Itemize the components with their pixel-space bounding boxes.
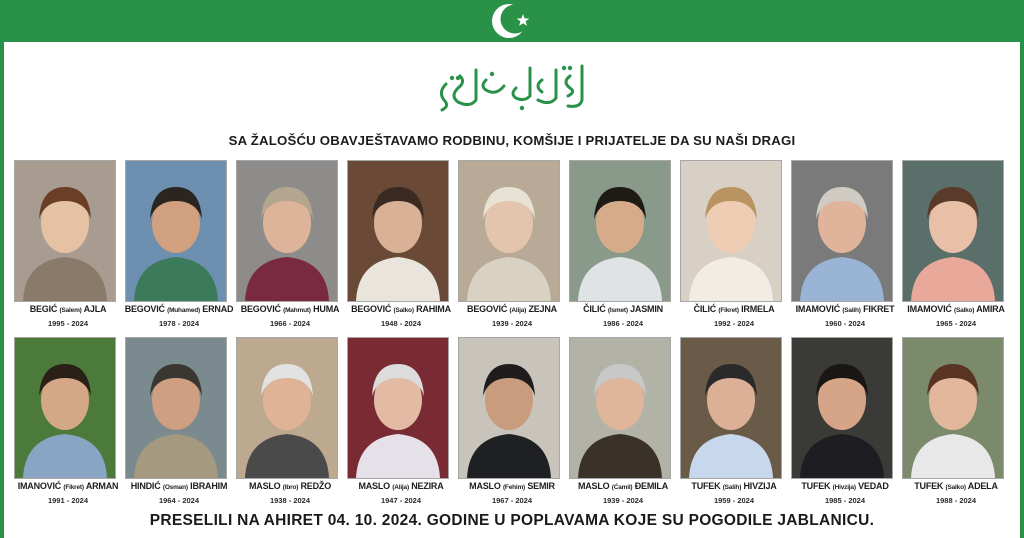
deceased-card	[14, 337, 122, 510]
deceased-card	[458, 337, 566, 510]
first-name: SEMIR	[527, 481, 555, 491]
surname: BEGOVIĆ	[240, 304, 281, 314]
first-name: AJLA	[83, 304, 107, 314]
surname: IMANOVIĆ	[17, 481, 62, 491]
deceased-card	[791, 160, 899, 333]
portrait-photo	[14, 337, 116, 479]
deceased-card	[458, 160, 566, 333]
deceased-card	[569, 337, 677, 510]
life-years: 1992 - 2024	[713, 319, 755, 328]
first-name: FIKRET	[863, 304, 895, 314]
surname: MASLO	[577, 481, 610, 491]
deceased-name	[896, 304, 1016, 314]
first-name: ZEJNA	[528, 304, 557, 314]
portrait-photo	[902, 160, 1004, 302]
crescent-star-icon	[488, 0, 536, 42]
surname: MASLO	[358, 481, 390, 491]
surname: BEGOVIĆ	[467, 304, 508, 314]
footer-text: PRESELILI NA AHIRET 04. 10. 2024. GODINE U POPLAVAMA KOJE SU POGODILE JABLANICU.	[149, 512, 875, 529]
surname: BEGIĆ	[29, 304, 58, 314]
father-name: (Ćamil)	[611, 484, 633, 491]
first-name: AMIRA	[976, 304, 1005, 314]
deceased-name	[563, 481, 683, 491]
deceased-card	[680, 337, 788, 510]
green-left-border	[0, 0, 4, 538]
deceased-name	[452, 481, 572, 491]
father-name: (Salem)	[59, 307, 82, 314]
father-name: (Fikret)	[63, 484, 84, 491]
father-name: (Salko)	[945, 484, 966, 491]
surname: TUFEK	[801, 481, 831, 491]
life-years: 1938 - 2024	[269, 496, 311, 505]
deceased-name	[8, 304, 128, 314]
first-name: REDŽO	[300, 481, 332, 491]
first-name: ERNAD	[202, 304, 234, 314]
portrait-photo	[125, 337, 227, 479]
father-name: (Fehim)	[502, 484, 526, 491]
deceased-card	[680, 160, 788, 333]
life-years: 1991 - 2024	[47, 496, 89, 505]
deceased-card	[14, 160, 122, 333]
first-name: HUMA	[313, 304, 340, 314]
portrait-photo	[347, 160, 449, 302]
deceased-card	[347, 160, 455, 333]
life-years: 1995 - 2024	[47, 319, 89, 328]
surname: IMAMOVIĆ	[795, 304, 840, 314]
father-name: (Muhamed)	[167, 307, 200, 314]
first-name: ĐEMILA	[634, 481, 669, 491]
deceased-name	[785, 304, 905, 314]
deceased-name	[896, 481, 1016, 491]
deceased-name	[341, 304, 461, 314]
portrait-photo	[569, 160, 671, 302]
father-name: (Osman)	[162, 484, 188, 491]
father-name: (Alija)	[509, 307, 527, 314]
surname: TUFEK	[914, 481, 944, 491]
deceased-name	[674, 304, 794, 314]
first-name: RAHIMA	[416, 304, 451, 314]
deceased-name	[119, 304, 239, 314]
first-name: HIVZIJA	[743, 481, 777, 491]
deceased-name	[8, 481, 128, 491]
deceased-card	[236, 160, 344, 333]
deceased-name	[674, 481, 794, 491]
portrait-photo	[347, 337, 449, 479]
portrait-photo	[791, 337, 893, 479]
first-name: IRMELA	[741, 304, 775, 314]
surname: HINDIĆ	[130, 481, 161, 491]
father-name: (Alija)	[392, 484, 409, 491]
surname: ČILIĆ	[583, 304, 606, 314]
life-years: 1978 - 2024	[158, 319, 200, 328]
intro-text: SA ŽALOŠĆU OBAVJEŠTAVAMO RODBINU, KOMŠIJE I PRIJATELJE DA SU NAŠI DRAGI	[228, 133, 796, 148]
portrait-photo	[458, 160, 560, 302]
life-years: 1959 - 2024	[713, 496, 755, 505]
portrait-photo	[791, 160, 893, 302]
deceased-name	[119, 481, 239, 491]
life-years: 1939 - 2024	[602, 496, 644, 505]
father-name: (Ismet)	[607, 307, 628, 314]
father-name: (Fikret)	[718, 307, 739, 314]
life-years: 1948 - 2024	[380, 319, 422, 328]
father-name: (Salko)	[393, 307, 414, 314]
first-name: VEDAD	[858, 481, 889, 491]
portrait-photo	[236, 337, 338, 479]
life-years: 1964 - 2024	[158, 496, 200, 505]
father-name: (Hivzija)	[832, 484, 856, 491]
deceased-card	[347, 337, 455, 510]
portrait-photo	[680, 337, 782, 479]
deceased-name	[341, 481, 461, 491]
first-name: IBRAHIM	[190, 481, 228, 491]
deceased-grid	[14, 160, 1010, 510]
portrait-photo	[902, 337, 1004, 479]
life-years: 1988 - 2024	[935, 496, 977, 505]
first-name: ADELA	[967, 481, 998, 491]
deceased-name	[230, 481, 350, 491]
portrait-photo	[569, 337, 671, 479]
first-name: ARMAN	[85, 481, 119, 491]
surname: BEGOVIĆ	[124, 304, 165, 314]
portrait-photo	[14, 160, 116, 302]
portrait-photo	[680, 160, 782, 302]
deceased-card	[236, 337, 344, 510]
first-name: NEZIRA	[411, 481, 444, 491]
deceased-name	[563, 304, 683, 314]
deceased-card	[902, 337, 1010, 510]
deceased-name	[785, 481, 905, 491]
father-name: (Salih)	[842, 307, 861, 314]
father-name: (Ibro)	[282, 484, 299, 491]
surname: MASLO	[469, 481, 501, 491]
deceased-card	[791, 337, 899, 510]
arabic-calligraphy-icon	[430, 56, 594, 120]
father-name: (Salko)	[953, 307, 975, 314]
deceased-name	[230, 304, 350, 314]
life-years: 1985 - 2024	[824, 496, 866, 505]
first-name: JASMIN	[630, 304, 663, 314]
surname: BEGOVIĆ	[351, 304, 392, 314]
green-right-border	[1020, 0, 1024, 538]
surname: TUFEK	[691, 481, 721, 491]
portrait-photo	[236, 160, 338, 302]
portrait-row	[14, 337, 1010, 510]
life-years: 1967 - 2024	[491, 496, 533, 505]
deceased-card	[125, 160, 233, 333]
life-years: 1966 - 2024	[269, 319, 311, 328]
portrait-row	[14, 160, 1010, 333]
portrait-photo	[125, 160, 227, 302]
father-name: (Salih)	[722, 484, 742, 491]
life-years: 1939 - 2024	[491, 319, 533, 328]
deceased-card	[125, 337, 233, 510]
surname: IMAMOVIĆ	[907, 304, 952, 314]
life-years: 1947 - 2024	[380, 496, 422, 505]
life-years: 1960 - 2024	[824, 319, 866, 328]
deceased-name	[452, 304, 572, 314]
deceased-card	[902, 160, 1010, 333]
deceased-card	[569, 160, 677, 333]
surname: MASLO	[248, 481, 281, 491]
life-years: 1965 - 2024	[935, 319, 977, 328]
life-years: 1986 - 2024	[602, 319, 644, 328]
portrait-photo	[458, 337, 560, 479]
surname: ČILIĆ	[693, 304, 717, 314]
father-name: (Mahmut)	[283, 307, 311, 314]
